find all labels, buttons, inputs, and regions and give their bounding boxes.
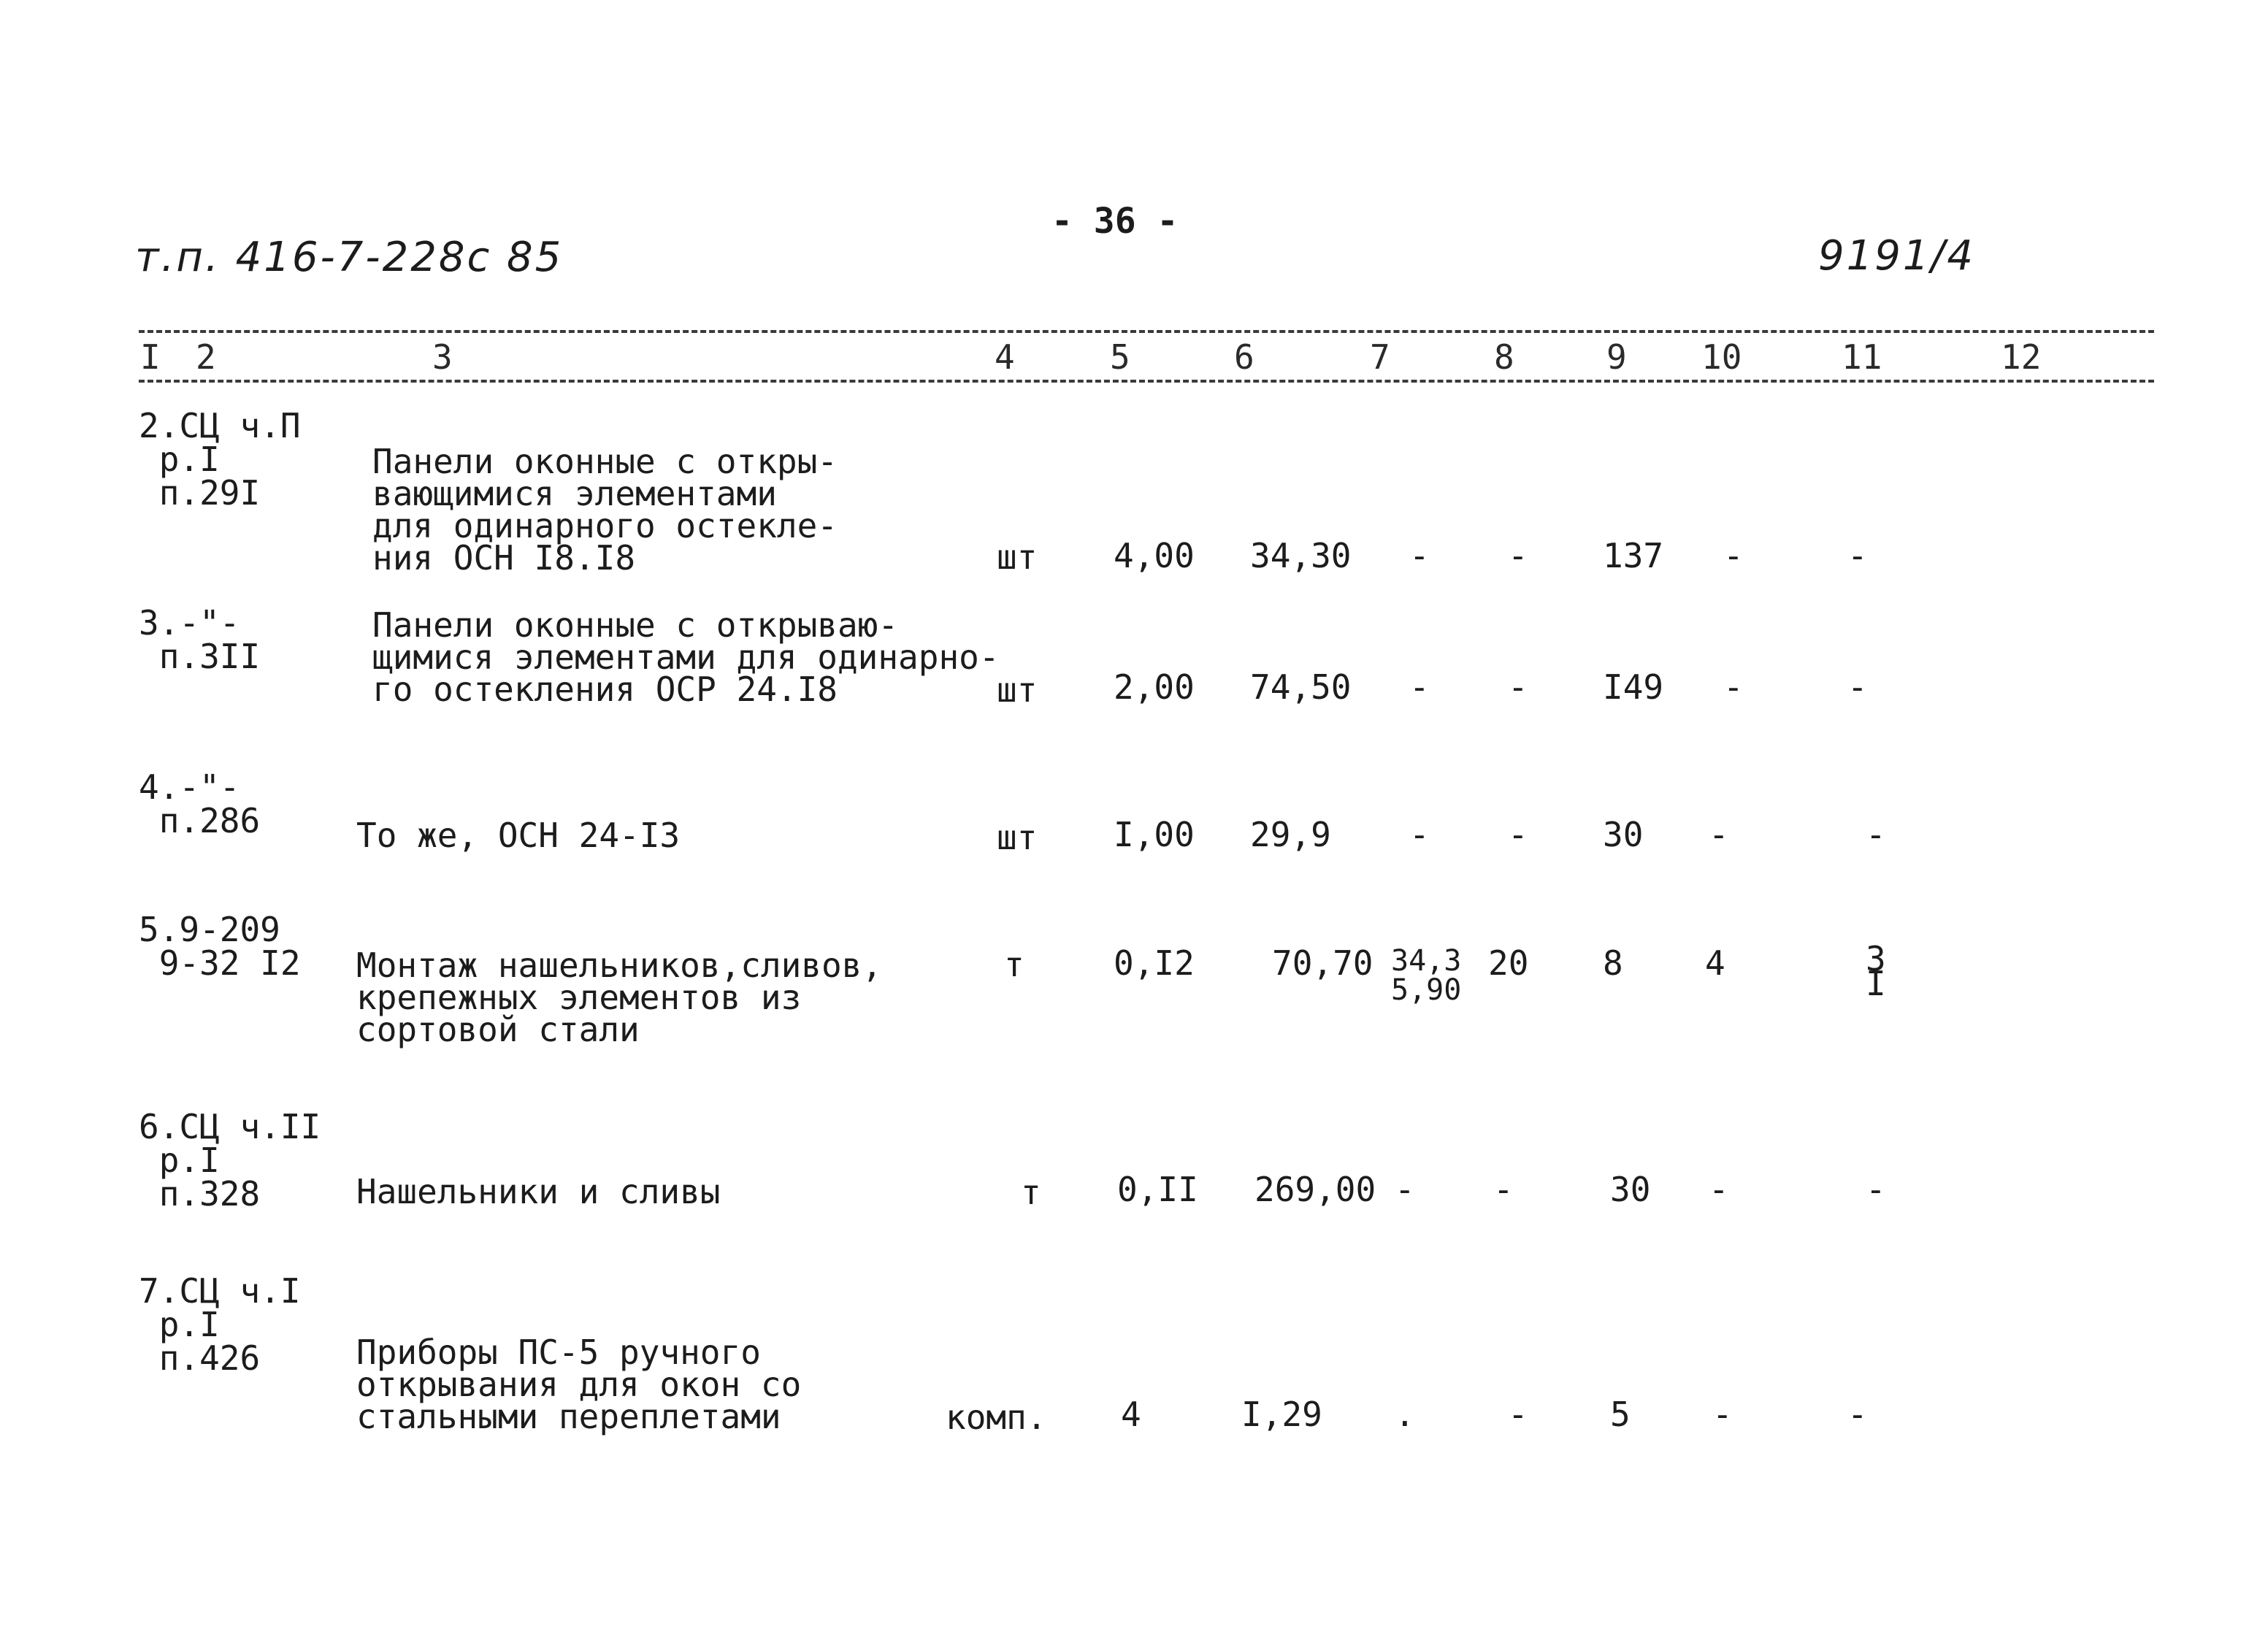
row-col11: - [1847, 536, 1868, 575]
row-col8: - [1493, 1170, 1514, 1209]
row-quantity: I,00 [1114, 815, 1195, 854]
row-col9: 30 [1603, 815, 1644, 854]
column-header: 6 [1234, 337, 1254, 377]
row-col7: - [1409, 667, 1430, 707]
row-col7: - [1409, 815, 1430, 854]
row-col10: - [1709, 1170, 1729, 1209]
row-col7: - [1409, 536, 1430, 575]
row-quantity: 0,II [1117, 1170, 1198, 1209]
column-header: 5 [1110, 337, 1130, 377]
row-col7: 34,3 5,90 [1391, 944, 1462, 1007]
row-col7: - [1395, 1170, 1415, 1209]
row-description: Монтаж нашельников,сливов, крепежных элементов из сортовой стали [356, 946, 883, 1049]
row-description: Приборы ПС-5 ручного открывания для окон со стальными переплетами [356, 1333, 802, 1436]
row-reference: 6.СЦ ч.II р.I п.328 [139, 1107, 321, 1214]
row-col11: - [1847, 667, 1868, 707]
row-col7: . [1395, 1395, 1415, 1434]
row-col8: - [1508, 1395, 1528, 1434]
row-unit: шт [997, 670, 1038, 710]
column-header: 11 [1842, 337, 1882, 377]
column-header: 8 [1494, 337, 1514, 377]
row-quantity: 0,I2 [1114, 943, 1195, 983]
header-bottom-rule [139, 380, 2154, 383]
column-header: 12 [2001, 337, 2042, 377]
column-header: 10 [1701, 337, 1742, 377]
column-header: 3 [432, 337, 453, 377]
row-col9: I49 [1603, 667, 1664, 707]
row-col10: - [1723, 667, 1744, 707]
column-header: 4 [995, 337, 1015, 377]
document-code: т.п. 416-7-228с 85 [135, 234, 564, 281]
row-col9: 30 [1610, 1170, 1651, 1209]
header-top-rule [139, 330, 2154, 333]
row-description: Нашельники и сливы [356, 1172, 721, 1211]
row-unit: т [1021, 1173, 1041, 1212]
row-col8: - [1508, 815, 1528, 854]
row-price: 70,70 [1272, 943, 1374, 983]
row-price: 29,9 [1250, 815, 1331, 854]
row-reference: 3.-"- п.3II [139, 603, 261, 676]
row-price: 74,50 [1250, 667, 1352, 707]
row-description: Панели оконные с открываю- щимися элементами для одинарно- го остекления ОСР 24.I8 [372, 605, 1000, 709]
row-col8: - [1508, 667, 1528, 707]
row-quantity: 4,00 [1114, 536, 1195, 575]
row-col9: 137 [1603, 536, 1664, 575]
row-reference: 7.СЦ ч.I р.I п.426 [139, 1271, 301, 1378]
row-col10: - [1709, 815, 1729, 854]
row-price: 269,00 [1254, 1170, 1376, 1209]
row-col10: 4 [1705, 943, 1725, 983]
row-col8: 20 [1488, 943, 1529, 983]
column-header: I [140, 337, 161, 377]
page-number: - 36 - [1051, 201, 1179, 242]
row-unit: шт [997, 818, 1038, 857]
row-col9: 5 [1610, 1395, 1631, 1434]
row-col10: - [1723, 536, 1744, 575]
row-price: 34,30 [1250, 536, 1352, 575]
column-header: 7 [1370, 337, 1390, 377]
row-description: То же, ОСН 24-I3 [356, 816, 681, 855]
row-col9: 8 [1603, 943, 1623, 983]
row-unit: т [1004, 945, 1024, 984]
row-price: I,29 [1241, 1395, 1322, 1434]
row-quantity: 2,00 [1114, 667, 1195, 707]
row-quantity: 4 [1121, 1395, 1141, 1434]
row-unit: шт [997, 537, 1038, 577]
row-unit: комп. [946, 1398, 1047, 1437]
row-col11: - [1847, 1395, 1868, 1434]
row-col11: - [1866, 1170, 1886, 1209]
column-header: 2 [196, 337, 216, 377]
row-reference: 4.-"- п.286 [139, 767, 261, 840]
row-description: Панели оконные с откры- вающимися элементами для одинарного остекле- ния ОСН I8.I8 [372, 442, 838, 578]
row-reference: 2.СЦ ч.П р.I п.29I [139, 406, 301, 513]
row-col10: - [1712, 1395, 1733, 1434]
row-col8: - [1508, 536, 1528, 575]
row-reference: 5.9-209 9-32 I2 [139, 910, 301, 983]
row-col11: 3 I [1866, 939, 1886, 1003]
row-col11: - [1866, 815, 1886, 854]
inventory-number: 9191/4 [1818, 232, 1976, 280]
column-header: 9 [1606, 337, 1627, 377]
